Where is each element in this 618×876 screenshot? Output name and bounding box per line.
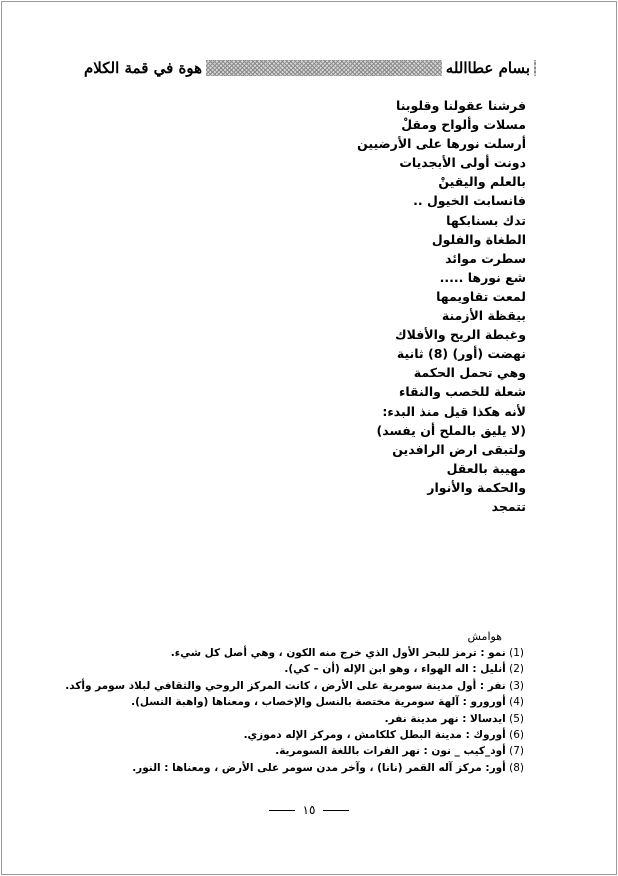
poem-line: مهيبة بالعقل: [446, 460, 526, 476]
footnote-item: [84, 760, 524, 776]
footnote-text: أور: مركز آله القمر (نانا) ، وآخر مدن سومر على الأرض ، ومعناها : النور.: [132, 761, 506, 774]
poem-line: (لا يليق بالملح أن يفسد): [376, 422, 526, 438]
footnote-number: (4): [509, 696, 524, 709]
poem-line: أرسلت نورها على الأرضيين: [357, 136, 526, 152]
poem-line: تدك بسنابكها: [446, 212, 526, 228]
footnote-number: (1): [509, 647, 524, 659]
poem-line: بيقظة الأزمنة: [441, 308, 526, 324]
poem-line: الطغاة والفلول: [431, 231, 526, 247]
poem-line: شعلة للخصب والنقاء: [398, 384, 526, 400]
poem-line: بالعلم واليقينْ: [438, 174, 526, 190]
footnote-number: (7): [509, 745, 524, 758]
footnote-text: أورورو : آلهة سومرية مختصة بالنسل والإخصاب ، ومعناها (واهبة النسل).: [131, 696, 506, 709]
poem-line: مسلات وألواح ومقلْ: [401, 117, 526, 133]
poem-line: وهي تحمل الحكمة: [413, 365, 526, 381]
header-author: بسام عطاالله: [442, 58, 534, 78]
footnote-text: ايدسالا : نهر مدينة نفر.: [384, 712, 506, 725]
poem-line: تتمجد: [491, 498, 526, 514]
footnote-text: نمو : ترمز للبحر الأول الذي خرج منه الكون ، وهي أصل كل شيء.: [170, 647, 506, 659]
footnote-item: [84, 711, 524, 727]
footnotes: [65, 629, 524, 776]
poem-line: ولتبقى ارض الرافدين: [392, 441, 526, 457]
poem-line: نهضت (أور) (8) ثانية: [396, 346, 526, 362]
page-number-value: ١٥: [302, 803, 316, 817]
footnote-number: (2): [509, 663, 524, 676]
footnotes-list: [65, 645, 524, 776]
footnote-item: [84, 645, 524, 661]
footnote-number: (8): [509, 761, 524, 774]
footnote-item: [84, 743, 524, 759]
footnote-item: [84, 727, 524, 743]
footnote-text: أوروك : مدينة البطل كلكامش ، ومركز الإله دموزي.: [243, 729, 506, 742]
footnote-text: أود_كيب _ نون : نهر الفرات باللغة السومرية.: [275, 745, 506, 758]
poem-line: فانسابت الخيول ..: [413, 193, 526, 209]
poem-line: فرشنا عقولنا وقلوبنا: [396, 98, 526, 113]
footnote-item: [84, 661, 524, 677]
footnote-number: (3): [509, 679, 524, 692]
poem-line: شع نورها .....: [439, 269, 526, 285]
poem-line: وغبطة الريح والأفلاك: [395, 327, 526, 343]
footnote-text: أنليل : اله الهواء ، وهو ابن الإله (أن – كي).: [284, 663, 506, 676]
poem-line: سطرت موائد: [445, 250, 526, 266]
poem-line: والحكمة والأنوار: [427, 479, 526, 495]
footnote-number: (5): [509, 712, 524, 725]
footnote-number: (6): [509, 729, 524, 742]
page-number-dash-left: [269, 810, 295, 811]
footnote-item: [84, 694, 524, 710]
poem-line: دونت أولى الأبجديات: [399, 155, 526, 171]
page-number-dash-right: [323, 810, 349, 811]
page-number: [0, 802, 618, 818]
header-title: هوة في قمة الكلام: [80, 58, 206, 78]
footnote-item: [65, 678, 524, 694]
footnotes-heading: هوامش: [467, 630, 502, 643]
poem-line: لأنه هكذا قيل منذ البدء:: [382, 403, 526, 419]
poem: [226, 96, 526, 516]
footnote-text: نفر : أول مدينة سومرية على الأرض ، كانت المركز الروحي والثقافي لبلاد سومر وأكد.: [65, 679, 506, 692]
poem-line: لمعت تقاويمها: [436, 288, 526, 304]
